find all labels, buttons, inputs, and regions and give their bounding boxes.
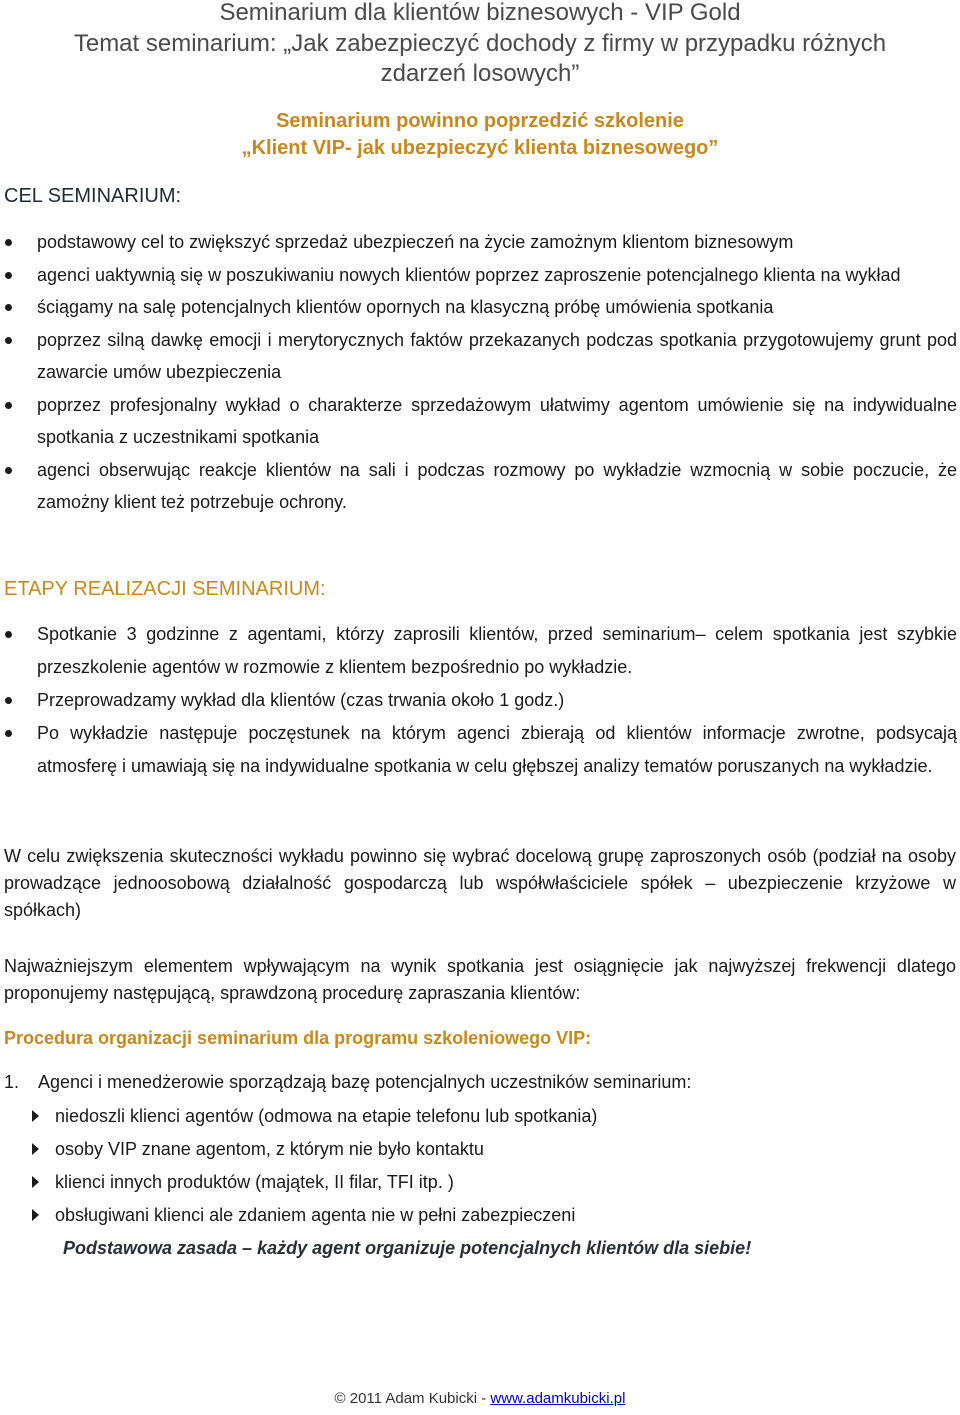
triangle-bullet-icon [32,1143,39,1155]
list-item [32,1166,932,1199]
list-item: agenci uaktywnią się w poszukiwaniu nowych klientów poprzez zaproszenie potencjalnego klienta na wykład [37,259,957,292]
paragraph-attendance: Najważniejszym elementem wpływającym na wynik spotkania jest osiągnięcie jak najwyższej frekwencji dlatego proponujemy następującą, sprawdzoną procedurę zapraszania klientów: [4,956,956,1003]
list-item [32,1199,932,1232]
list-item: ściągamy na salę potencjalnych klientów opornych na klasyczną próbę umówienia spotkania [37,291,957,324]
cel-list [37,226,957,519]
list-item: poprzez profesjonalny wykład o charakterze sprzedażowym ułatwimy agentom umówienie się na indywidualne spotkania z uczestnikami spotkania [37,389,957,454]
list-item: agenci obserwując reakcje klientów na sali i podczas rozmowy po wykładzie wzmocnią w sobie poczucie, że zamożny klient też potrzebuje ochrony. [37,454,957,519]
paragraph-target-group: W celu zwiększenia skuteczności wykładu powinno się wybrać docelową grupę zaproszonych osób (podział na osoby prowadzące jednoosobową działalność gospodarczą lub współwłaściciele spółek – ubezpieczenie krzyżowe w spółkach) [4,846,956,920]
triangle-bullet-icon [32,1110,39,1122]
participant-list [32,1100,932,1232]
list-item-text: obsługiwani klienci ale zdaniem agenta nie w pełni zabezpieczeni [55,1205,576,1225]
triangle-bullet-icon [32,1176,39,1188]
list-item-text: niedoszli klienci agentów (odmowa na etapie telefonu lub spotkania) [55,1106,598,1126]
cel-heading: CEL SEMINARIUM: [4,185,182,207]
list-item [32,1100,932,1133]
copyright-text: © 2011 Adam Kubicki - [334,1390,491,1407]
footer [0,1390,960,1407]
list-item: poprzez silną dawkę emocji i merytorycznych faktów przekazanych podczas spotkania przygotowujemy grunt pod zawarcie umów ubezpieczenia [37,324,957,389]
subtitle-line-1: Seminarium powinno poprzedzić szkolenie [276,110,684,132]
website-link[interactable]: www.adamkubicki.pl [490,1390,626,1407]
etapy-list [37,618,957,783]
step-number: 1. [4,1072,20,1092]
step-text: Agenci i menedżerowie sporządzają bazę potencjalnych uczestników seminarium: [38,1072,692,1092]
subtitle-line-2: „Klient VIP- jak ubezpieczyć klienta biznesowego” [241,137,719,159]
list-item: Spotkanie 3 godzinne z agentami, którzy zaprosili klientów, przed seminarium– celem spotkania jest szybkie przeszkolenie agentów w rozmowie z klientem bezpośrednio po wykładzie. [37,618,957,684]
etapy-heading: ETAPY REALIZACJI SEMINARIUM: [4,578,326,600]
list-item-text: klienci innych produktów (majątek, II filar, TFI itp. ) [55,1172,454,1192]
list-item-text: osoby VIP znane agentom, z którym nie było kontaktu [55,1139,484,1159]
basic-rule: Podstawowa zasada – każdy agent organizuje potencjalnych klientów dla siebie! [63,1238,752,1258]
list-item: Po wykładzie następuje poczęstunek na którym agenci zbierają od klientów informacje zwrotne, podsycają atmosferę i umawiają się na indywidualne spotkania w celu głębszej analizy tematów poruszanych na wykładzie. [37,717,957,783]
document-title-line-1: Seminarium dla klientów biznesowych - VIP Gold [219,0,741,26]
triangle-bullet-icon [32,1209,39,1221]
procedura-heading: Procedura organizacji seminarium dla programu szkoleniowego VIP: [4,1028,592,1048]
list-item: podstawowy cel to zwiększyć sprzedaż ubezpieczeń na życie zamożnym klientom biznesowym [37,226,957,259]
list-item: Przeprowadzamy wykład dla klientów (czas trwania około 1 godz.) [37,684,957,717]
list-item [32,1133,932,1166]
document-title-line-3: zdarzeń losowych” [380,60,580,87]
document-title-line-2: Temat seminarium: „Jak zabezpieczyć dochody z firmy w przypadku różnych [73,30,887,57]
